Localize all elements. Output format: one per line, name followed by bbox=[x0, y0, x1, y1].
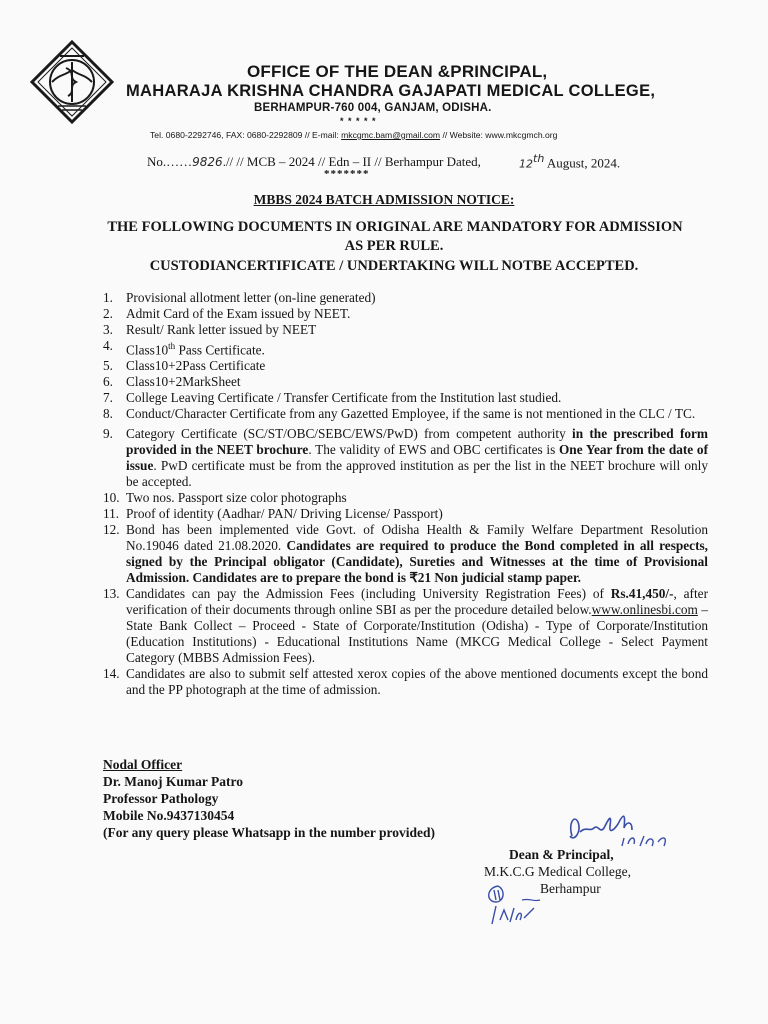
item-number: 14. bbox=[103, 666, 120, 682]
item-text-bold: One Year from the date of issue bbox=[126, 442, 708, 474]
item-number: 9. bbox=[103, 426, 113, 442]
ref-prefix: No. bbox=[147, 154, 167, 169]
list-item bbox=[103, 406, 708, 422]
list-item bbox=[103, 522, 708, 586]
notice-subtitle-2: AS PER RULE. bbox=[344, 238, 444, 254]
contact-line bbox=[150, 130, 557, 140]
item-text: Candidates are also to submit self attested xerox copies of the above mentioned documents except the bond and the PP photograph at the time of admission. bbox=[126, 666, 708, 698]
notice-date bbox=[519, 152, 620, 171]
item-text: Two nos. Passport size color photographs bbox=[126, 490, 347, 506]
list-item bbox=[103, 374, 708, 390]
item-number: 7. bbox=[103, 390, 113, 406]
nodal-designation: Professor Pathology bbox=[103, 791, 219, 806]
item-number: 12. bbox=[103, 522, 120, 538]
list-item bbox=[103, 338, 708, 358]
item-text: Category Certificate (SC/ST/OBC/SEBC/EWS/PwD) from competent authority bbox=[126, 426, 573, 442]
item-text: Conduct/Character Certificate from any Gazetted Employee, if the same is not mentioned in the CLC / TC. bbox=[126, 406, 696, 422]
nodal-mobile: Mobile No.9437130454 bbox=[103, 808, 235, 823]
item-text: Pass Certificate. bbox=[175, 342, 265, 358]
list-item bbox=[103, 490, 708, 506]
list-item bbox=[103, 426, 708, 490]
reference-line: No.……9826.// // MCB – 2024 // Edn – II // Berhampur Dated, bbox=[147, 154, 481, 169]
signatory-college: M.K.C.G Medical College, bbox=[484, 864, 631, 879]
item-number: 4. bbox=[103, 338, 113, 353]
initials-stamp bbox=[482, 880, 544, 928]
list-item bbox=[103, 322, 708, 338]
item-text-bold: Candidates are required to produce the Bond completed in all respects, signed by the Principal obligator (Candidate), Sureties and Witnesses at the time of Provisional Admission. Candidates are to prepare the bond is ₹21 Non judicial stamp paper. bbox=[126, 538, 709, 586]
item-number: 13. bbox=[103, 586, 120, 602]
nodal-officer-block bbox=[103, 756, 435, 841]
item-number: 6. bbox=[103, 374, 113, 390]
nodal-note: (For any query please Whatsapp in the number provided) bbox=[103, 825, 436, 840]
ref-number: 9826 bbox=[192, 155, 223, 169]
item-number: 8. bbox=[103, 406, 113, 422]
item-text: Class10+2Pass Certificate bbox=[126, 358, 266, 374]
onlinesbi-link[interactable]: www.onlinesbi.com bbox=[591, 602, 698, 618]
list-item bbox=[103, 666, 708, 698]
college-address: BERHAMPUR-760 004, GANJAM, ODISHA. bbox=[254, 102, 492, 114]
item-text: Admit Card of the Exam issued by NEET. bbox=[126, 306, 351, 321]
date-stars: ******* bbox=[324, 168, 370, 180]
list-item bbox=[103, 358, 708, 374]
list-item bbox=[103, 306, 708, 322]
nodal-name: Dr. Manoj Kumar Patro bbox=[103, 774, 243, 789]
documents-list bbox=[103, 290, 708, 698]
item-number: 2. bbox=[103, 306, 113, 321]
item-text-bold: Rs.41,450/- bbox=[610, 586, 674, 602]
item-text: , after verification of their documents through online SBI as per the procedure detailed below. bbox=[126, 586, 708, 618]
contact-website: // Website: www.mkcgmch.org bbox=[440, 130, 558, 140]
nodal-heading: Nodal Officer bbox=[103, 757, 183, 772]
item-text: . PwD certificate must be from the approved institution as per the list in the NEET brochure will only be accepted. bbox=[126, 458, 708, 490]
date-rest: August, 2024. bbox=[546, 155, 621, 171]
item-text-bold: in the prescribed form provided in the NEET brochure bbox=[126, 426, 709, 458]
header-stars: * * * * * bbox=[340, 116, 377, 126]
item-text: Class10+2MarkSheet bbox=[126, 374, 241, 390]
college-seal-logo bbox=[30, 40, 114, 124]
date-suffix: th bbox=[533, 152, 545, 165]
notice-subtitle-3: CUSTODIANCERTIFICATE / UNDERTAKING WILL NOTBE ACCEPTED. bbox=[149, 258, 639, 274]
item-number: 11. bbox=[103, 506, 120, 522]
item-text: Result/ Rank letter issued by NEET bbox=[126, 322, 317, 337]
date-day: 12 bbox=[519, 157, 533, 171]
item-text: College Leaving Certificate / Transfer Certificate from the Institution last studied. bbox=[126, 390, 562, 406]
college-name: MAHARAJA KRISHNA CHANDRA GAJAPATI MEDICAL COLLEGE, bbox=[126, 82, 656, 100]
office-heading: OFFICE OF THE DEAN &PRINCIPAL, bbox=[247, 62, 548, 81]
list-item bbox=[103, 290, 708, 306]
item-number: 1. bbox=[103, 290, 113, 305]
item-text: Candidates can pay the Admission Fees (including University Registration Fees) of bbox=[126, 586, 611, 602]
item-number: 3. bbox=[103, 322, 113, 337]
item-text: Provisional allotment letter (on-line generated) bbox=[126, 290, 376, 305]
list-item bbox=[103, 506, 708, 522]
item-text: Proof of identity (Aadhar/ PAN/ Driving License/ Passport) bbox=[126, 506, 443, 522]
item-text: Class10 bbox=[126, 342, 169, 358]
list-item bbox=[103, 586, 708, 666]
item-number: 5. bbox=[103, 358, 113, 374]
item-superscript: th bbox=[168, 341, 176, 351]
signatory-title: Dean & Principal, bbox=[509, 847, 614, 862]
contact-email: mkcgmc.bam@gmail.com bbox=[341, 130, 441, 140]
contact-tel-fax: Tel. 0680-2292746, FAX: 0680-2292809 // E-mail: bbox=[150, 130, 342, 140]
ref-body: // MCB – 2024 // Edn – II // Berhampur Dated, bbox=[236, 154, 481, 169]
list-item bbox=[103, 390, 708, 406]
item-number: 10. bbox=[103, 490, 120, 506]
item-text: – State Bank Collect – Proceed - State of Corporate/Institution (Odisha) - Type of Corporate/Institution (Education Institutions) - Educational Institutions Name (MKCG Medical College - Select Payment Category (MBBS Admission Fees). bbox=[126, 602, 708, 666]
notice-subtitle-1: THE FOLLOWING DOCUMENTS IN ORIGINAL ARE MANDATORY FOR ADMISSION bbox=[107, 219, 683, 235]
item-text: Bond has been implemented vide Govt. of Odisha Health & Family Welfare Department Resolution No.19046 dated 21.08.2020. bbox=[126, 522, 708, 554]
item-text: . The validity of EWS and OBC certificates is bbox=[308, 442, 559, 458]
signatory-place: Berhampur bbox=[540, 881, 601, 896]
notice-title: MBBS 2024 BATCH ADMISSION NOTICE: bbox=[253, 192, 515, 207]
